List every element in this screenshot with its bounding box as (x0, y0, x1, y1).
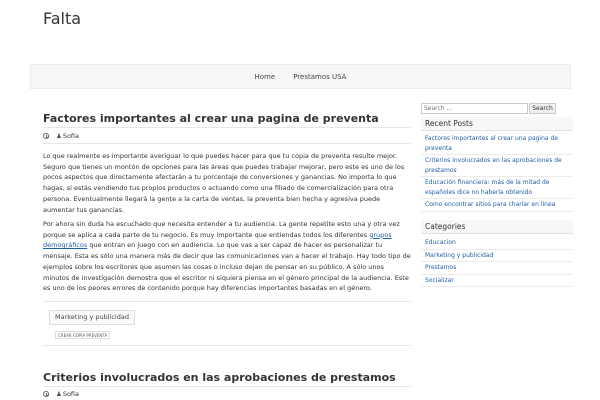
post-tag[interactable]: CREAR COPIA PREVENTA (55, 331, 110, 339)
category-item[interactable]: Prestamos (421, 262, 573, 275)
category-item[interactable]: Socializar (421, 275, 573, 288)
categories-title: Categories (421, 220, 573, 234)
post-title[interactable]: Criterios involucrados en las aprobaciones de prestamos (43, 371, 396, 384)
recent-post-item[interactable]: Como encontrar sitios para charlar en línea (421, 199, 573, 212)
post-divider (43, 345, 411, 346)
site-title[interactable]: Falta (43, 9, 82, 28)
user-icon: ♟ (56, 132, 62, 140)
recent-post-item[interactable]: Factores importantes al crear una pagina de preventa (421, 133, 573, 155)
recent-post-item[interactable]: Criterios involucrados en las aprobaciones de prestamos (421, 155, 573, 177)
nav-home[interactable]: Home (254, 72, 276, 81)
recent-posts-list (421, 133, 573, 212)
category-badge[interactable]: Marketing y publicidad (49, 310, 135, 325)
search-input[interactable] (421, 103, 528, 114)
post-divider (43, 143, 411, 144)
search-button[interactable]: Search (529, 103, 556, 114)
clock-icon (43, 133, 49, 139)
post-title[interactable]: Factores importantes al crear una pagina de preventa (43, 112, 379, 125)
post-divider (43, 301, 411, 302)
category-item[interactable]: Marketing y publicidad (421, 250, 573, 263)
category-item[interactable]: Educacion (421, 237, 573, 250)
recent-posts-title: Recent Posts (421, 117, 573, 131)
user-icon: ♟ (56, 390, 62, 398)
main-navigation (30, 64, 571, 89)
clock-icon (43, 391, 49, 397)
demographics-link[interactable]: grupos demográficos (43, 230, 392, 250)
post-author[interactable]: Sofia (62, 132, 80, 140)
post-meta (43, 390, 79, 398)
post-meta (43, 132, 79, 140)
post-divider (43, 386, 411, 387)
nav-prestamos-usa[interactable]: Prestamos USA (293, 72, 347, 81)
post-paragraph: Por ahora sin duda ha escuchado que necesita entender a tu audiencia. La gente repetite esto una y otra vez porque se aplica a cada parte de tu negocio. Es muy importante que entiendas todos los diferentes grupos demográficos que entran en juego con en audiencia. Lo que vas a ser capaz de hacer es personalizar tu mensaje. Esta es sólo una manera más de decir que las comunicaciones van a hacer el trabajo. Hay todo tipo de ejemplos sobre los escritores que asumen las cosas o incluso dejan de pensar en su público. A sólo unos minutos de investigación demostra que el escritor ni siquiera piensa en el género principal de la audiencia. Este es uno de los peores errores de contenido porque hay diferencias importantes basadas en el género. (43, 220, 411, 293)
categories-list (421, 237, 573, 287)
recent-post-item[interactable]: Educación financiera: más de la mitad de españoles dice no haberla obtenido (421, 177, 573, 199)
post-divider (43, 127, 411, 128)
post-paragraph: Lo que realmente es importante averiguar lo que puedes hacer para que tu copia de preventa resulte mejor. Seguro que tienes un montón de opciones para las áreas que puedes trabajar mejorar, pero este es uno de los pocos aspectos que directamente afectarán a tu porcentaje de conversiones y ganancias. No importa lo que hagas, si estás vendiendo tus propios productos o actuando como una filiado de comercialización para otra persona. Eventualmente llegará la gente a la carta de ventas, la preventa bien hecha y agresiva puede aumentar tus ganancias. (43, 152, 405, 214)
post-author[interactable]: Sofia (62, 390, 80, 398)
